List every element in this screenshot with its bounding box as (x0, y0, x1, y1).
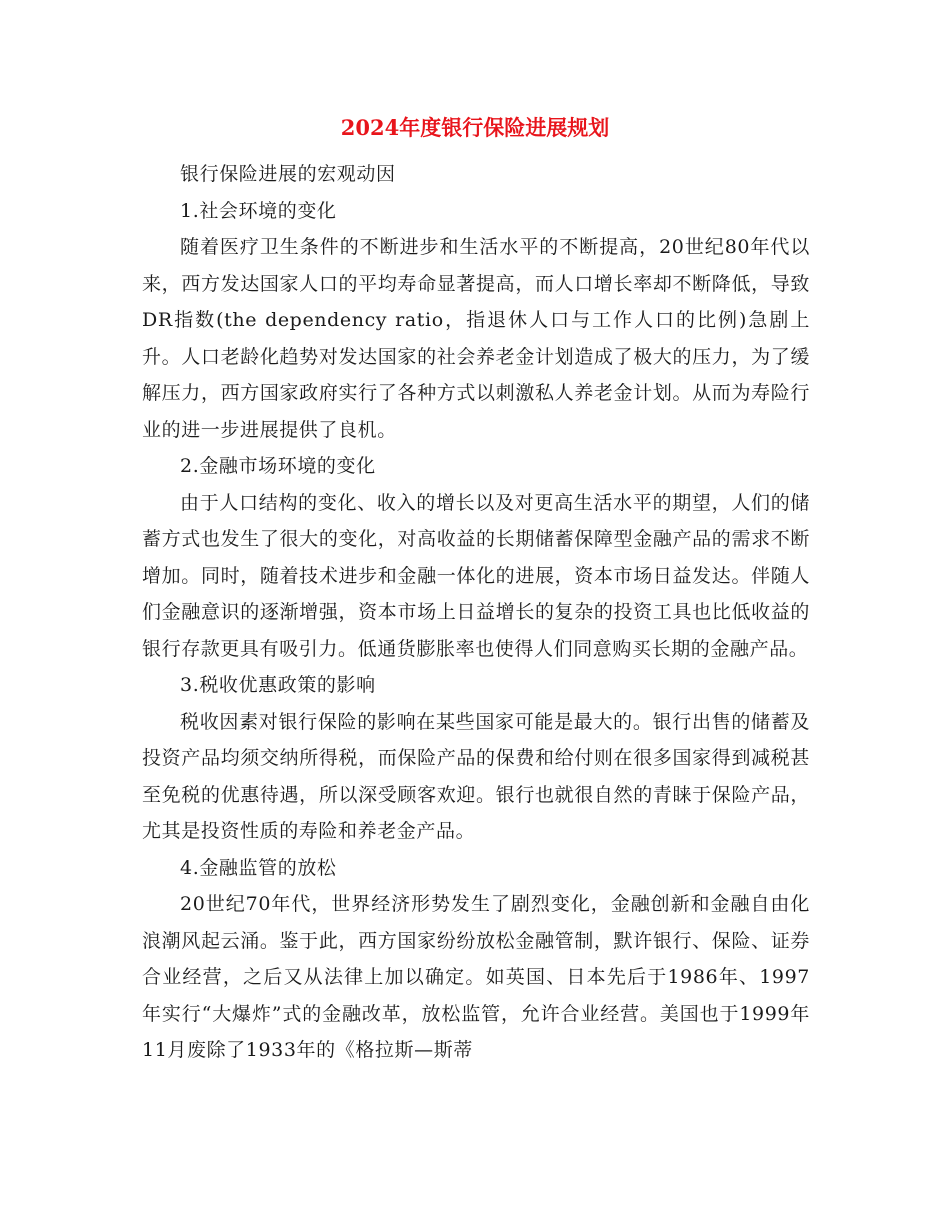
body-paragraph: 税收因素对银行保险的影响在某些国家可能是最大的。银行出售的储蓄及投资产品均须交纳所得税，而保险产品的保费和给付则在很多国家得到减税甚至免税的优惠待遇，所以深受顾客欢迎。银行也就很自然的青睐于保险产品，尤其是投资性质的寿险和养老金产品。 (142, 710, 810, 842)
subsection-heading: 4.金融监管的放松 (180, 856, 337, 879)
body-paragraph: 由于人口结构的变化、收入的增长以及对更高生活水平的期望，人们的储蓄方式也发生了很大的变化，对高收益的长期储蓄保障型金融产品的需求不断增加。同时，随着技术进步和金融一体化的进展，资本市场日益发达。伴随人们金融意识的逐渐增强，资本市场上日益增长的复杂的投资工具也比低收益的银行存款更具有吸引力。低通货膨胀率也使得人们同意购买长期的金融产品。 (142, 491, 810, 660)
document-title: 2024年度银行保险进展规划 (340, 115, 610, 140)
document-body (142, 156, 810, 1069)
section-heading: 银行保险进展的宏观动因 (180, 163, 396, 185)
subsection-heading: 2.金融市场环境的变化 (180, 455, 376, 477)
body-paragraph: 20世纪70年代，世界经济形势发生了剧烈变化，金融创新和金融自由化浪潮风起云涌。鉴于此，西方国家纷纷放松金融管制，默许银行、保险、证券合业经营，之后又从法律上加以确定。如英国、日本先后于1986年、1997年实行“大爆炸”式的金融改革，放松监管，允许合业经营。美国也于1999年11月废除了1933年的《格拉斯—斯蒂 (142, 893, 810, 1061)
subsection-heading: 1.社会环境的变化 (180, 199, 337, 222)
subsection-heading: 3.税收优惠政策的影响 (180, 674, 376, 696)
body-paragraph: 随着医疗卫生条件的不断进步和生活水平的不断提高，20世纪80年代以来，西方发达国家人口的平均寿命显著提高，而人口增长率却不断降低，导致DR指数(the dependency ratio，指退休人口与工作人口的比例)急剧上升。人口老龄化趋势对发达国家的社会养老金计划造成了极大的压力，为了缓解压力，西方国家政府实行了各种方式以刺激私人养老金计划。从而为寿险行业的进一步进展提供了良机。 (142, 236, 810, 441)
